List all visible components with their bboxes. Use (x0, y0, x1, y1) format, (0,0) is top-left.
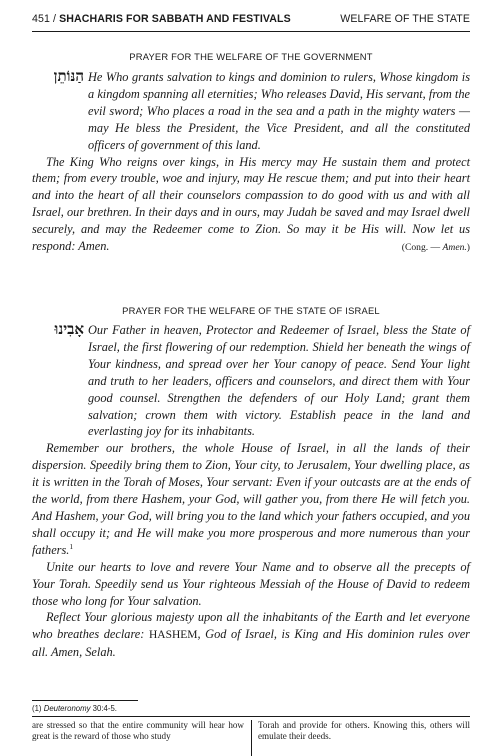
divine-name: HASHEM (148, 629, 198, 642)
israel-paragraph-4 (32, 609, 470, 661)
header-rule (32, 31, 470, 32)
israel-paragraph-1 (32, 321, 470, 440)
government-text-1: He Who grants salvation to kings and dominion to rulers, Whose kingdom is a kingdom spanning all eternities; Who releases David, His servant, from the evil sword; Who places a road in the sea and a path in the mighty waters — may He bless the President, the Vice President, and all the constituted officers of government of this land. (88, 70, 470, 152)
government-paragraph-2 (32, 154, 470, 255)
footnote-reference: 1 (69, 541, 74, 551)
footnote-number: (1) (32, 704, 44, 713)
government-text-2: The King Who reigns over kings, in His mercy may He sustain them and protect them; from every trouble, woe and injury, may He rescue them; and put into their heart and into the heart of all their counselors compassion to do good with us and with all Israel, our brethren. In their days and in ours, may Judah be saved and may Israel dwell securely, and may the Redeemer come to Zion. So may it be His will. Now let us respond: Amen. (32, 154, 470, 254)
israel-text-4-end: , God of Israel, is King and His dominion rules over all. Amen, Selah. (32, 627, 470, 660)
footnote-source: Deuteronomy (43, 704, 91, 713)
commentary-right-column: Torah and provide for others. Knowing this, others will emulate their deeds. (258, 720, 470, 742)
israel-text-1: Our Father in heaven, Protector and Redeemer of Israel, bless the State of Israel, the first flowering of our redemption. Shield her beneath the wings of Your kindness, and spread over her Your canopy of peace. Send Your light and truth to her leaders, officers and counselors, and direct them with Your good counsel. Strengthen the defenders of our Holy Land; grant them salvation; crown them with victory. Establish peace in the land and everlasting joy for its inhabitants. (88, 323, 470, 439)
section-title-government: PRAYER FOR THE WELFARE OF THE GOVERNMENT (129, 51, 373, 62)
header-separator: / (49, 13, 60, 25)
page-number: 451 (32, 13, 50, 25)
book-title: SHACHARIS FOR SABBATH AND FESTIVALS (59, 13, 291, 25)
israel-text-4-start: Reflect Your glorious majesty upon all the inhabitants of the Earth and let everyone who breathes declare: (32, 610, 470, 642)
response-suffix: ) (466, 242, 470, 254)
footnote (32, 704, 117, 713)
government-paragraph-1 (32, 68, 470, 154)
congregation-response (388, 240, 470, 257)
commentary-left-column: are stressed so that the entire community will hear how great is the reward of those who study (32, 720, 244, 742)
section-running-title: WELFARE OF THE STATE (340, 13, 470, 25)
column-divider (251, 720, 252, 756)
section-title-israel: PRAYER FOR THE WELFARE OF THE STATE OF ISRAEL (122, 305, 380, 316)
response-prefix: (Cong. — (401, 242, 443, 254)
israel-prayer (32, 321, 470, 661)
government-prayer (32, 68, 470, 257)
hebrew-opening-word: אָבִינוּ (54, 320, 84, 338)
response-word: Amen. (442, 242, 467, 254)
footnote-rule (32, 700, 138, 701)
footnote-verse: 30:4-5. (90, 704, 117, 713)
running-header (32, 13, 470, 31)
israel-text-2: Remember our brothers, the whole House of Israel, in all the lands of their dispersion. Speedily bring them to Zion, Your city, to Jerusalem, Your dwelling place, as it is written in the Torah of Moses, Your servant: Even if your outcasts are at the ends of the world, from there Hashem, your God, will gather you, from there He will fetch you. And Hashem, your God, will bring you to the land which your fathers occupied, and you shall occupy it; and He will make you more prosperous and more numerous than your fathers. (32, 441, 470, 557)
israel-paragraph-3 (32, 559, 470, 610)
commentary-rule (32, 716, 470, 717)
header-left (32, 13, 291, 25)
israel-text-3: Unite our hearts to love and revere Your Name and to observe all the precepts of Your Torah. Speedily send us Your righteous Messiah of the House of David to redeem those who long for Your salvation. (32, 559, 470, 608)
israel-paragraph-2 (32, 440, 470, 558)
hebrew-opening-word: הַנּוֹתֵן (53, 67, 84, 85)
